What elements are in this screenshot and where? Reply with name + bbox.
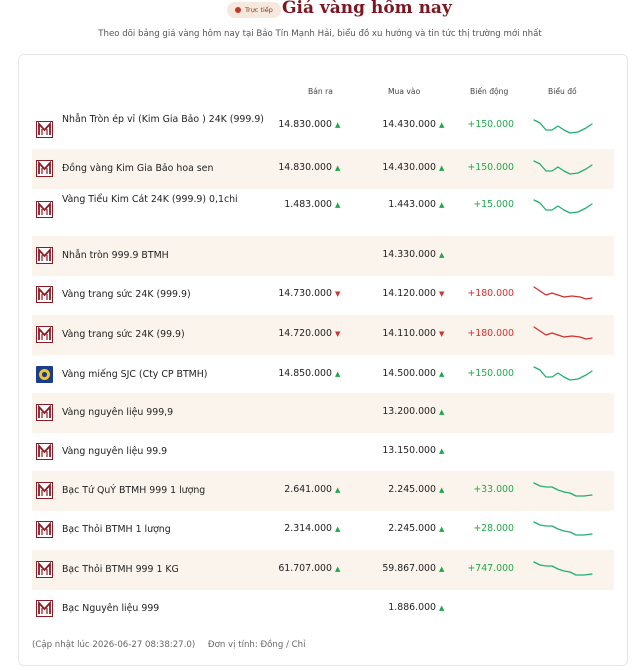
- buy-up-arrow-icon: ▲: [439, 447, 445, 455]
- table-row[interactable]: [32, 355, 614, 395]
- product-logo: [36, 121, 53, 138]
- trend-sparkline[interactable]: [532, 194, 594, 220]
- sell-down-arrow-icon: ▼: [335, 290, 341, 298]
- buy-up-arrow-icon: ▲: [439, 486, 445, 494]
- sell-price: 2.641.000: [284, 484, 332, 495]
- btmh-logo-icon: [36, 160, 53, 177]
- column-header-change: Biến động: [470, 87, 509, 96]
- unit-text: Đơn vị tính: Đồng / Chỉ: [207, 640, 306, 650]
- product-logo: [36, 247, 53, 264]
- sell-price: 14.730.000: [278, 288, 332, 299]
- sell-up-arrow-icon: ▲: [335, 565, 341, 573]
- sell-up-arrow-icon: ▲: [335, 486, 341, 494]
- price-change: +180.000: [467, 328, 514, 339]
- price-change: +180.000: [467, 288, 514, 299]
- btmh-logo-icon: [36, 326, 53, 343]
- buy-price: 13.200.000: [382, 406, 436, 417]
- page-header: [0, 0, 640, 46]
- buy-price: 1.443.000: [388, 199, 436, 210]
- buy-price: 14.500.000: [382, 368, 436, 379]
- table-row[interactable]: [32, 236, 614, 276]
- table-row[interactable]: [32, 471, 614, 511]
- sell-price: 14.850.000: [278, 368, 332, 379]
- btmh-logo-icon: [36, 561, 53, 578]
- live-badge: [227, 2, 281, 18]
- sjc-logo-icon: [36, 366, 53, 383]
- buy-price: 14.330.000: [382, 249, 436, 260]
- table-row[interactable]: [32, 315, 614, 355]
- price-change: +28.000: [473, 523, 514, 534]
- sell-price: 14.720.000: [278, 328, 332, 339]
- product-name: Đồng vàng Kim Gia Bảo hoa sen: [62, 163, 214, 174]
- btmh-logo-icon: [36, 201, 53, 218]
- product-name: Vàng nguyên liệu 99.9: [62, 446, 168, 457]
- btmh-logo-icon: [36, 600, 53, 617]
- sell-up-arrow-icon: ▲: [335, 121, 341, 129]
- product-logo: [36, 286, 53, 303]
- buy-up-arrow-icon: ▲: [439, 164, 445, 172]
- table-row[interactable]: [32, 589, 614, 629]
- trend-sparkline[interactable]: [532, 321, 594, 347]
- buy-up-arrow-icon: ▲: [439, 201, 445, 209]
- price-change: +15.000: [473, 199, 514, 210]
- product-logo: [36, 160, 53, 177]
- product-name: Bạc Thỏi BTMH 999 1 KG: [62, 564, 179, 575]
- product-name: Nhẫn Tròn ép vỉ (Kim Gia Bảo ) 24K (999.9): [62, 114, 264, 125]
- table-row[interactable]: [32, 190, 614, 230]
- buy-up-arrow-icon: ▲: [439, 565, 445, 573]
- column-header-chart: Biểu đồ: [548, 87, 577, 96]
- product-logo: [36, 326, 53, 343]
- trend-sparkline[interactable]: [532, 556, 594, 582]
- product-logo: [36, 561, 53, 578]
- trend-sparkline[interactable]: [532, 361, 594, 387]
- btmh-logo-icon: [36, 404, 53, 421]
- price-change: +150.000: [467, 162, 514, 173]
- product-logo: [36, 404, 53, 421]
- product-logo: [36, 600, 53, 617]
- buy-up-arrow-icon: ▲: [439, 525, 445, 533]
- product-name: Bạc Nguyên liệu 999: [62, 603, 160, 614]
- price-change: +150.000: [467, 119, 514, 130]
- trend-sparkline[interactable]: [532, 114, 594, 140]
- buy-down-arrow-icon: ▼: [439, 330, 445, 338]
- live-dot-icon: [235, 7, 241, 13]
- sell-up-arrow-icon: ▲: [335, 164, 341, 172]
- page-title: Giá vàng hôm nay: [282, 0, 452, 18]
- sell-price: 61.707.000: [278, 563, 332, 574]
- live-badge-label: Trực tiếp: [245, 6, 273, 14]
- product-logo: [36, 201, 53, 218]
- buy-up-arrow-icon: ▲: [439, 121, 445, 129]
- buy-price: 14.430.000: [382, 162, 436, 173]
- buy-up-arrow-icon: ▲: [439, 251, 445, 259]
- product-logo: [36, 482, 53, 499]
- btmh-logo-icon: [36, 121, 53, 138]
- price-change: +747.000: [467, 563, 514, 574]
- table-footer: [32, 640, 306, 650]
- price-change: +150.000: [467, 368, 514, 379]
- btmh-logo-icon: [36, 521, 53, 538]
- buy-price: 14.120.000: [382, 288, 436, 299]
- buy-price: 1.886.000: [388, 602, 436, 613]
- sell-down-arrow-icon: ▼: [335, 330, 341, 338]
- column-header-buy: Mua vào: [388, 87, 421, 96]
- table-row[interactable]: [32, 393, 614, 433]
- sell-up-arrow-icon: ▲: [335, 201, 341, 209]
- btmh-logo-icon: [36, 482, 53, 499]
- sell-price: 14.830.000: [278, 119, 332, 130]
- table-row[interactable]: [32, 432, 614, 472]
- product-name: Bạc Thỏi BTMH 1 lượng: [62, 524, 171, 535]
- btmh-logo-icon: [36, 286, 53, 303]
- product-name: Bạc Tứ QuÝ BTMH 999 1 lượng: [62, 485, 206, 496]
- btmh-logo-icon: [36, 247, 53, 264]
- sell-price: 14.830.000: [278, 162, 332, 173]
- buy-up-arrow-icon: ▲: [439, 408, 445, 416]
- product-name: Nhẫn tròn 999.9 BTMH: [62, 250, 169, 261]
- buy-up-arrow-icon: ▲: [439, 604, 445, 612]
- sell-up-arrow-icon: ▲: [335, 525, 341, 533]
- table-row[interactable]: [32, 510, 614, 550]
- column-header-sell: Bán ra: [308, 87, 333, 96]
- table-row[interactable]: [32, 550, 614, 590]
- buy-price: 2.245.000: [388, 484, 436, 495]
- product-name: Vàng miếng SJC (Cty CP BTMH): [62, 369, 208, 380]
- product-name: Vàng Tiểu Kim Cát 24K (999.9) 0,1chi: [62, 194, 238, 205]
- sell-price: 2.314.000: [284, 523, 332, 534]
- trend-sparkline[interactable]: [532, 516, 594, 542]
- product-logo: [36, 521, 53, 538]
- buy-price: 13.150.000: [382, 445, 436, 456]
- product-name: Vàng trang sức 24K (99.9): [62, 329, 185, 340]
- buy-price: 2.245.000: [388, 523, 436, 534]
- table-row[interactable]: [32, 110, 614, 150]
- table-row[interactable]: [32, 275, 614, 315]
- page-subtitle: Theo dõi bảng giá vàng hôm nay tại Bảo Tín Mạnh Hải, biểu đồ xu hướng và tin tức thị trường mới nhất: [98, 29, 542, 39]
- product-name: Vàng trang sức 24K (999.9): [62, 289, 191, 300]
- buy-price: 59.867.000: [382, 563, 436, 574]
- trend-sparkline[interactable]: [532, 281, 594, 307]
- price-change: +33.000: [473, 484, 514, 495]
- product-logo: [36, 443, 53, 460]
- product-logo: [36, 366, 53, 383]
- buy-up-arrow-icon: ▲: [439, 370, 445, 378]
- buy-price: 14.430.000: [382, 119, 436, 130]
- sell-price: 1.483.000: [284, 199, 332, 210]
- last-updated-text: (Cập nhật lúc 2026-06-27 08:38:27.0): [32, 640, 196, 650]
- buy-down-arrow-icon: ▼: [439, 290, 445, 298]
- sell-up-arrow-icon: ▲: [335, 370, 341, 378]
- product-name: Vàng nguyên liệu 999,9: [62, 407, 174, 418]
- trend-sparkline[interactable]: [532, 155, 594, 181]
- trend-sparkline[interactable]: [532, 477, 594, 503]
- btmh-logo-icon: [36, 443, 53, 460]
- table-row[interactable]: [32, 149, 614, 189]
- buy-price: 14.110.000: [382, 328, 436, 339]
